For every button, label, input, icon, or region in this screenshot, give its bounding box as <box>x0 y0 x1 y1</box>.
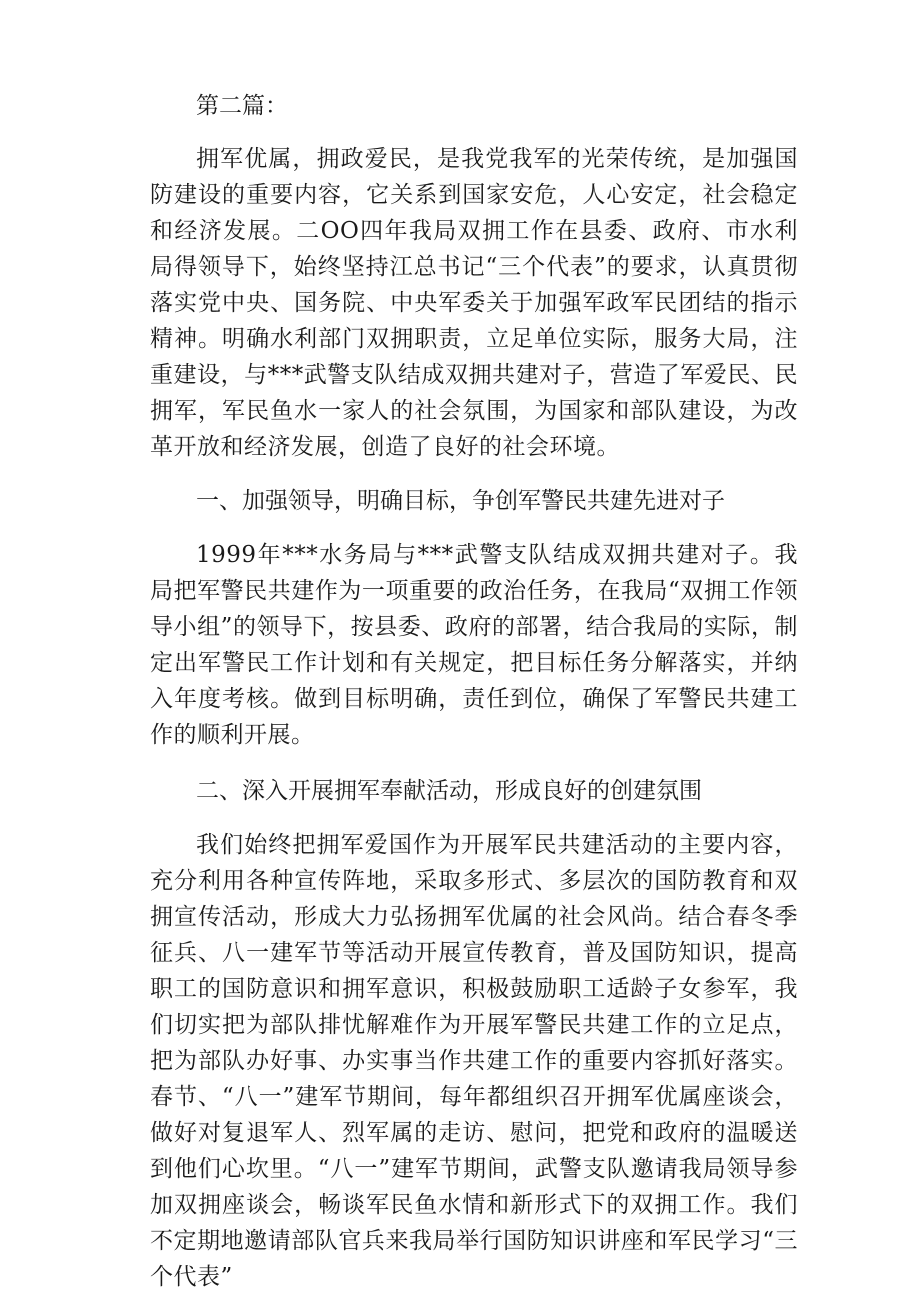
section-two-paragraph: 我们始终把拥军爱国作为开展军民共建活动的主要内容，充分利用各种宣传阵地，采取多形式、多层次的国防教育和双拥宣传活动，形成大力弘扬拥军优属的社会风尚。结合春冬季征兵、八一建军节等活动开展宣传教育，普及国防知识，提高职工的国防意识和拥军意识，积极鼓励职工适龄子女参军，我们切实把为部队排忧解难作为开展军警民共建工作的立足点，把为部队办好事、办实事当作共建工作的重要内容抓好落实。春节、“八一”建军节期间，每年都组织召开拥军优属座谈会，做好对复退军人、烈军属的走访、慰问，把党和政府的温暖送到他们心坎里。“八一”建军节期间，武警支队邀请我局领导参加双拥座谈会，畅谈军民鱼水情和新形式下的双拥工作。我们不定期地邀请部队官兵来我局举行国防知识讲座和军民学习“三个代表” <box>150 832 798 1290</box>
document-body <box>150 88 798 1295</box>
spacer <box>150 124 798 141</box>
section-one-paragraph: 1999年***水务局与***武警支队结成双拥共建对子。我局把军警民共建作为一项重要的政治任务，在我局“双拥工作领导小组”的领导下，按县委、政府的部署，结合我局的实际，制定出军警民工作计划和有关规定，把目标任务分解落实，并纳入年度考核。做到目标明确，责任到位，确保了军警民共建工作的顺利开展。 <box>150 542 798 748</box>
spacer <box>150 519 798 537</box>
intro-paragraph: 拥军优属，拥政爱民，是我党我军的光荣传统，是加强国防建设的重要内容，它关系到国家安危，人心安定，社会稳定和经济发展。二OO四年我局双拥工作在县委、政府、市水利局得领导下，始终坚持江总书记“三个代表”的要求，认真贯彻落实党中央、国务院、中央军委关于加强军政军民团结的指示精神。明确水利部门双拥职责，立足单位实际，服务大局，注重建设，与***武警支队结成双拥共建对子，营造了军爱民、民拥军，军民鱼水一家人的社会氛围，为国家和部队建设，为改革开放和经济发展，创造了良好的社会环境。 <box>150 146 798 460</box>
section-label: 第二篇： <box>196 93 288 119</box>
spacer <box>150 753 798 773</box>
spacer <box>150 465 798 483</box>
heading-two: 二、深入开展拥军奉献活动，形成良好的创建氛围 <box>196 778 702 804</box>
spacer <box>150 809 798 827</box>
heading-one: 一、加强领导，明确目标，争创军警民共建先进对子 <box>196 488 725 514</box>
